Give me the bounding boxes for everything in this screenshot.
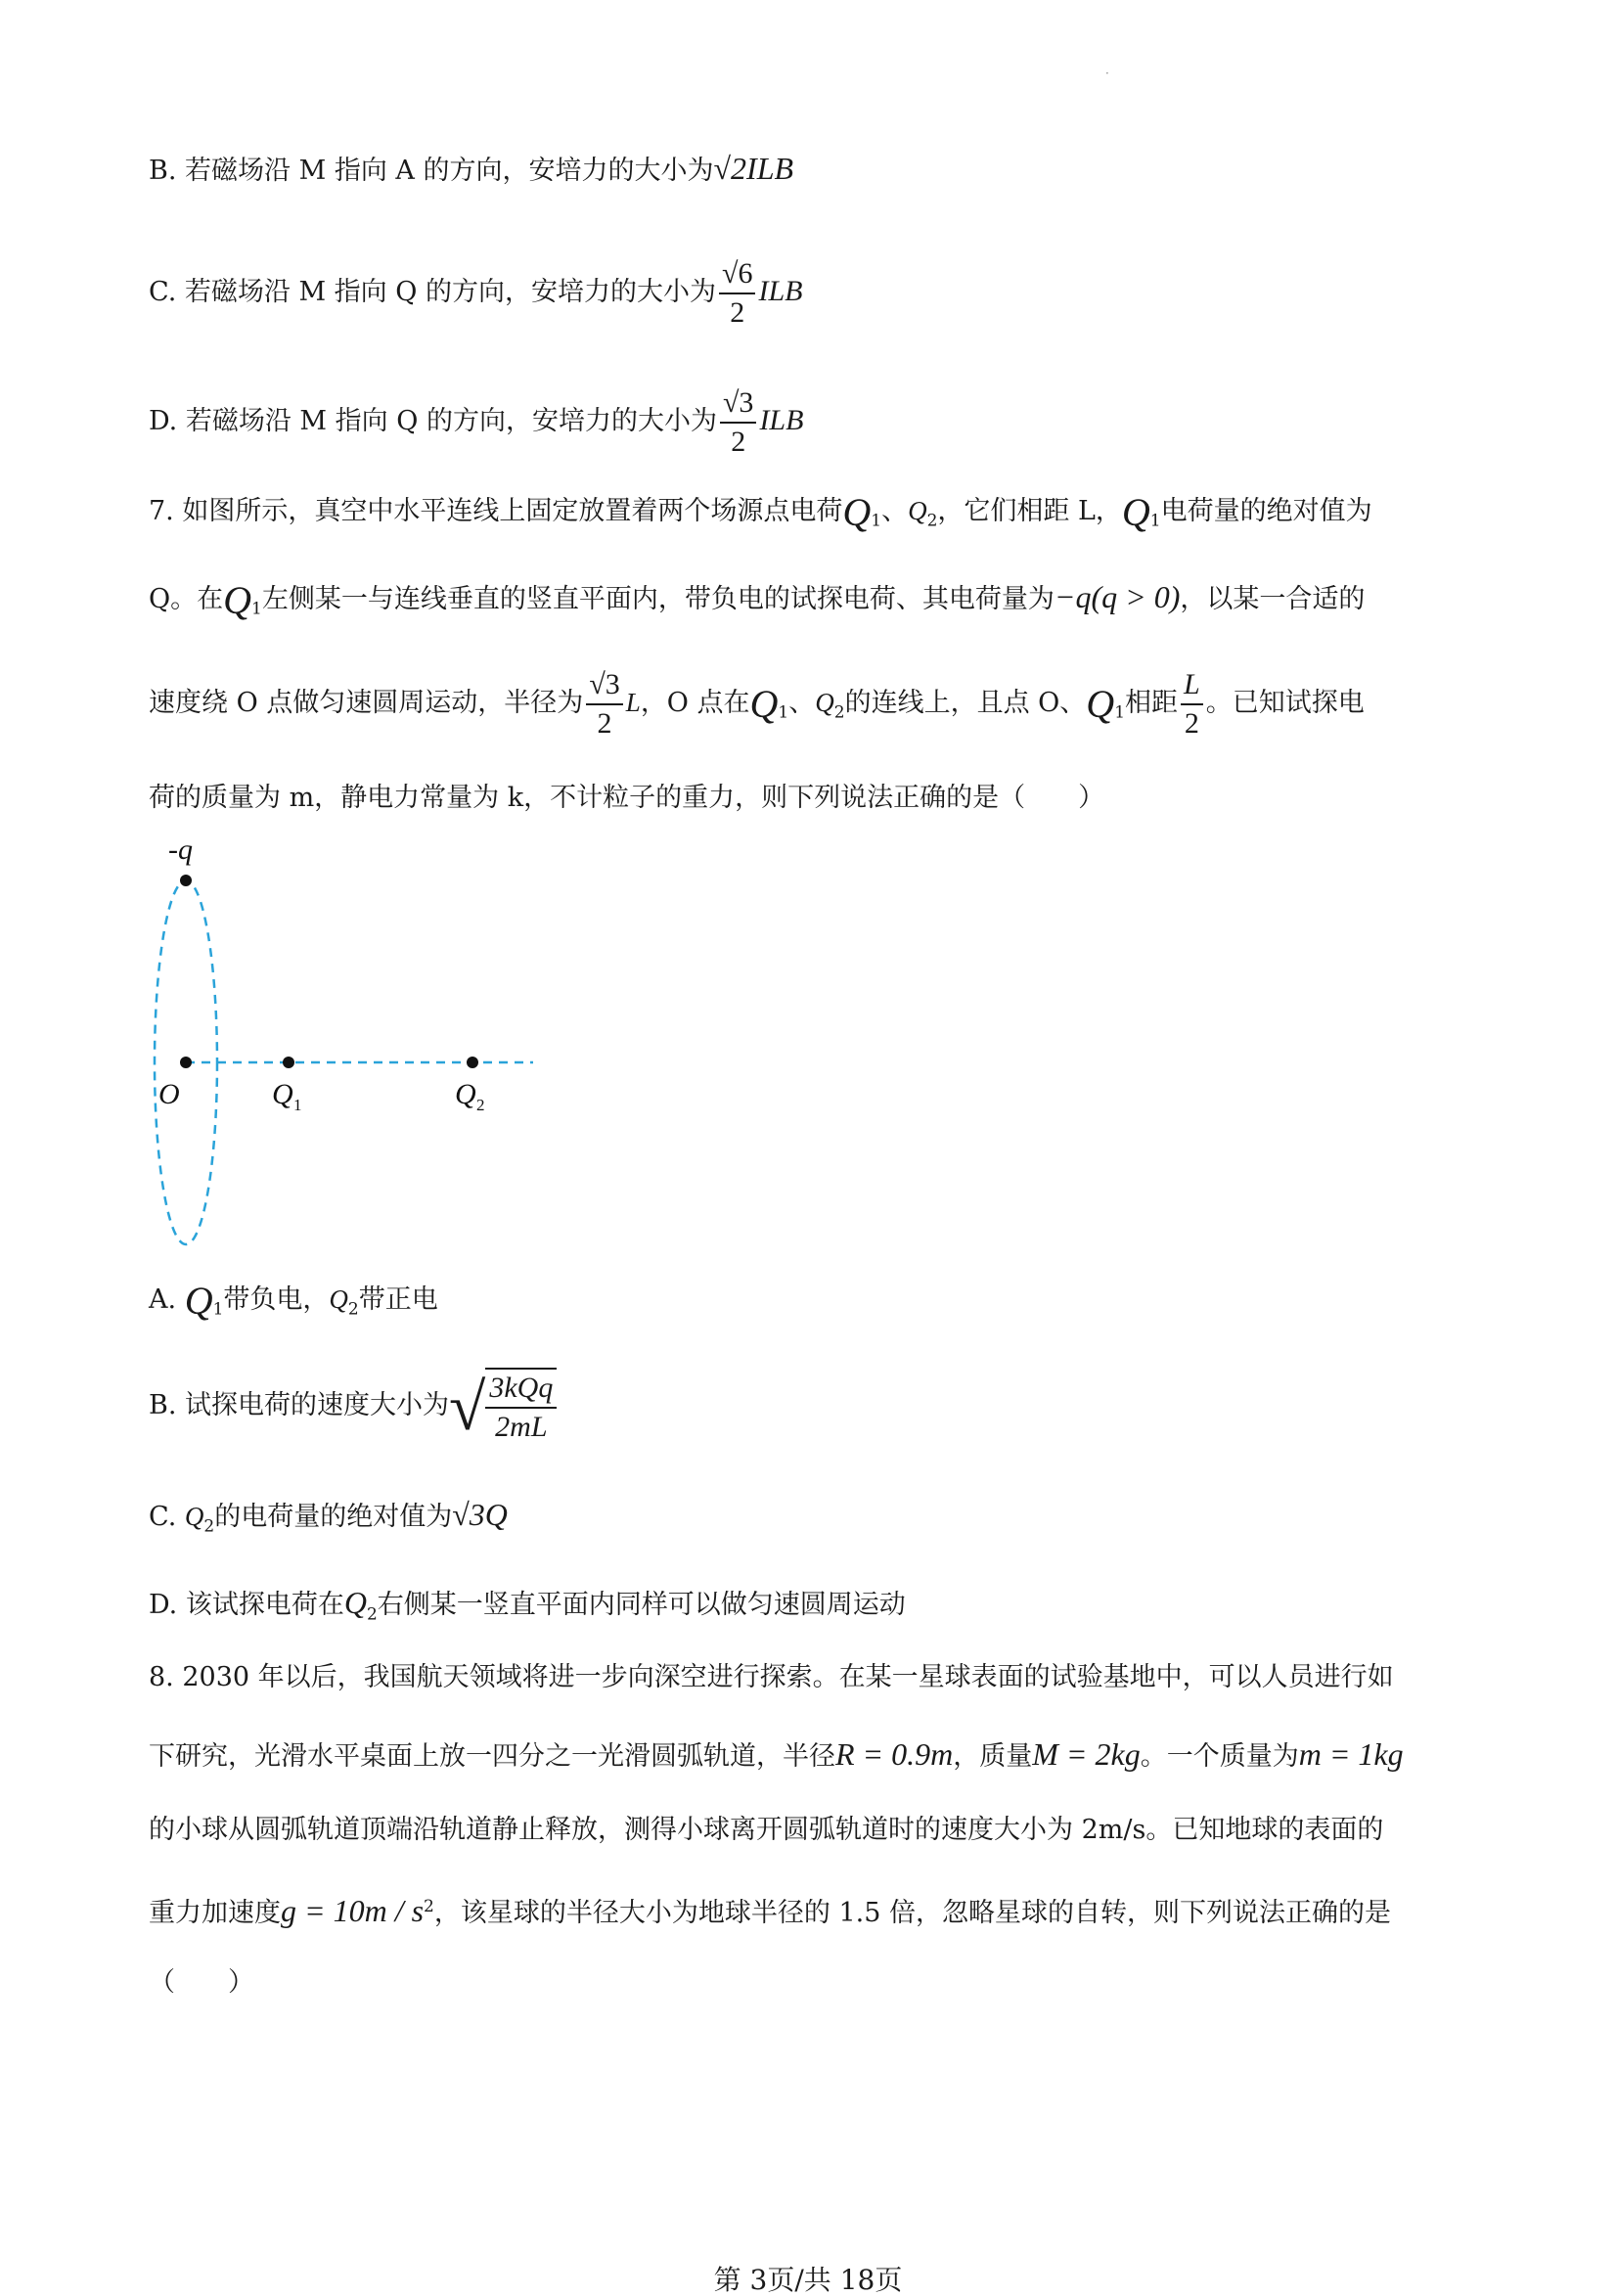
- q6-option-c: C. 若磁场沿 M 指向 Q 的方向，安培力的大小为 $\frac{√6}{2}$ ILB: [149, 256, 803, 329]
- test-charge-label: -q: [168, 833, 193, 866]
- q7-option-d: D. 该试探电荷在$Q_2$右侧某一竖直平面内同样可以做匀速圆周运动: [149, 1585, 906, 1625]
- q8-line-4: 重力加速度$g = 10m / s^2$，该星球的半径大小为地球半径的 1.5 倍，忽略星球的自转，则下列说法正确的是: [149, 1893, 1391, 1928]
- q7-option-a: A. $Q_1$带负电，$Q_2$带正电: [149, 1279, 438, 1323]
- q6-option-b: B. 若磁场沿 M 指向 A 的方向，安培力的大小为√2ILB: [149, 151, 794, 186]
- charge-circle-figure: [147, 827, 558, 1257]
- page-mark: ·: [1105, 67, 1109, 80]
- q7-line-2: Q。在$Q_1$左侧某一与连线垂直的竖直平面内，带负电的试探电荷、其电荷量为−q(q > 0)，以某一合适的: [149, 578, 1366, 622]
- q7-line-4: 荷的质量为 m，静电力常量为 k，不计粒子的重力，则下列说法正确的是（ ）: [149, 783, 1105, 813]
- q2-dot: [467, 1057, 478, 1068]
- q2-subscript: 2: [476, 1096, 485, 1114]
- q2-label: Q: [455, 1078, 476, 1110]
- q1-subscript: 1: [293, 1096, 302, 1114]
- q6-option-d: D. 若磁场沿 M 指向 Q 的方向，安培力的大小为 $\frac{√3}{2}$ ILB: [149, 385, 804, 458]
- q7-line-1: 7. 如图所示，真空中水平连线上固定放置着两个场源点电荷$Q_1$、$Q_2$，它们相距 L，$Q_1$电荷量的绝对值为: [149, 490, 1372, 534]
- q8-line-3: 的小球从圆弧轨道顶端沿轨道静止释放，测得小球离开圆弧轨道时的速度大小为 2m/s。已知地球的表面的: [149, 1815, 1384, 1845]
- q8-line-1: 8. 2030 年以后，我国航天领域将进一步向深空进行探索。在某一星球表面的试验基地中，可以人员进行如: [149, 1662, 1394, 1692]
- point-o-label: O: [158, 1078, 180, 1110]
- q7-line-3: 速度绕 O 点做匀速圆周运动，半径为 $\frac{√3}{2}$ L，O 点在$Q_1$、$Q_2$的连线上，且点 O、$Q_1$相距 $\frac{L}{2}$ 。已知试探电: [149, 667, 1365, 740]
- page-footer: 第 3页/共 18页: [713, 2264, 903, 2296]
- q1-dot: [283, 1057, 294, 1068]
- q8-line-2: 下研究，光滑水平桌面上放一四分之一光滑圆弧轨道，半径R = 0.9m，质量M = 2kg。一个质量为m = 1kg: [149, 1736, 1404, 1772]
- q8-line-5: （ ）: [149, 1967, 254, 1998]
- test-charge-dot: [180, 875, 192, 886]
- point-o-dot: [180, 1057, 192, 1068]
- q7-option-c: C. $Q_2$的电荷量的绝对值为√3Q: [149, 1497, 508, 1537]
- q7-option-b: B. 试探电荷的速度大小为 √ $\frac{\text{3kQq}}{2mL}$: [149, 1362, 1489, 1450]
- q1-label: Q: [272, 1078, 293, 1110]
